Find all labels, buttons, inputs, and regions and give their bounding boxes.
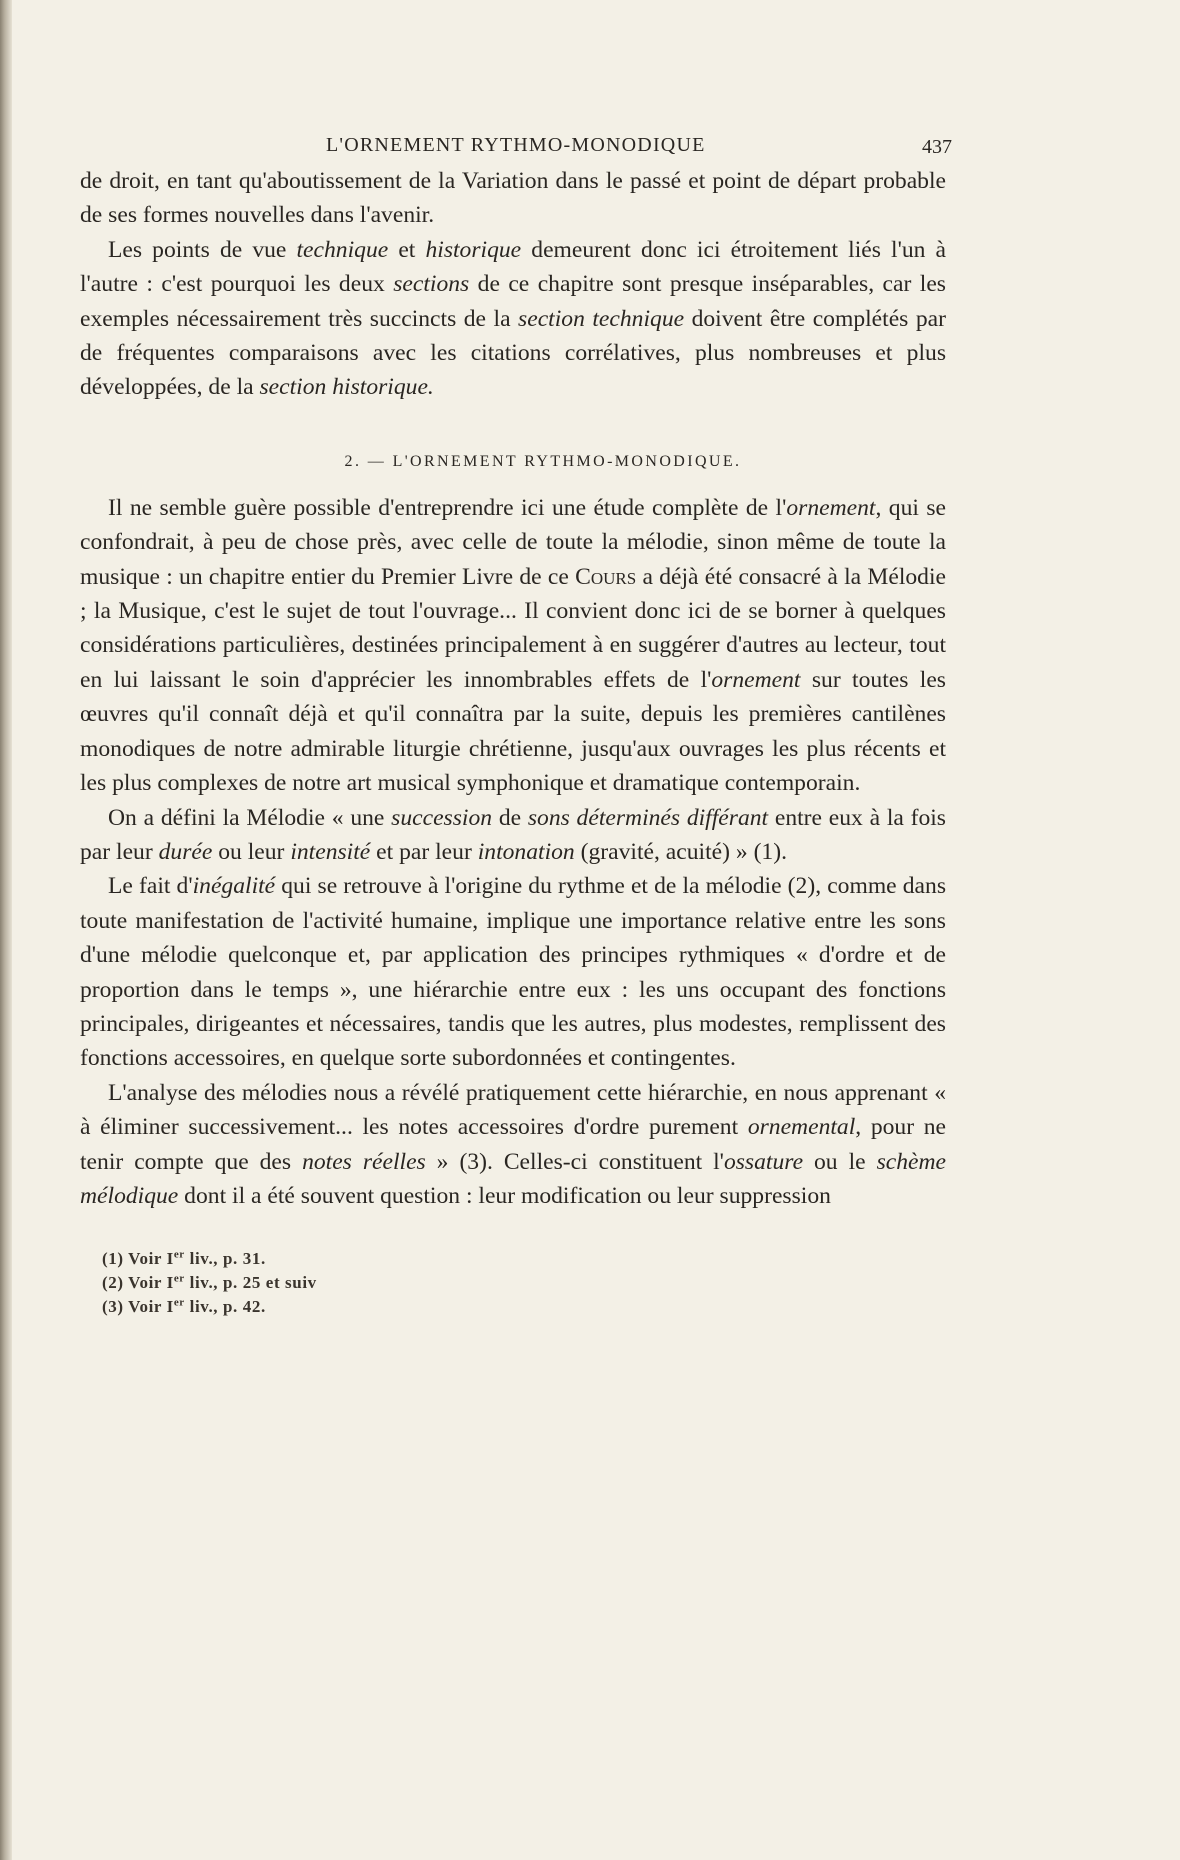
smallcaps-term: Cours <box>575 563 637 590</box>
italic-term: ornemental <box>747 1114 856 1141</box>
book-spine-shadow <box>0 0 12 1860</box>
paragraph-points-de-vue: Les points de vue technique et historique demeurent donc ici étroitement liés l'un à l'autre : c'est pourquoi les deux sections de ce chapitre sont presque inséparables, car les exemples nécessairement très succincts de la section technique doivent être complétés par de fréquentes comparaisons avec les citations corrélatives, plus nombreuses et plus développées, de la section historique. <box>80 236 946 401</box>
paragraph-ornement: Il ne semble guère possible d'entreprendre ici une étude complète de l'ornement, qui se confondrait, à peu de chose près, avec celle de toute la mélodie, sinon même de toute la musique : un chapitre entier du Premier Livre de ce Cours a déjà été consacré à la Mélodie ; la Musique, c'est le sujet de tout l'ouvrage... Il convient donc ici de se borner à quelques considérations particulières, destinées principalement à en suggérer d'autres au lecteur, tout en lui laissant le soin d'apprécier les innombrables effets de l'ornement sur toutes les œuvres qu'il connaît déjà et qu'il connaîtra par la suite, depuis les premières cantilènes monodiques de notre admirable liturgie chrétienne, jusqu'aux ouvrages les plus récents et les plus complexes de notre art musical symphonique et dramatique contemporain. <box>80 494 947 797</box>
italic-term: section historique. <box>259 374 434 401</box>
italic-term: durée <box>158 838 213 865</box>
book-page <box>80 134 952 1319</box>
footnote-1: (1) Voir Ier liv., p. 31. <box>102 1248 266 1269</box>
footnote-2: (2) Voir Ier liv., p. 25 et suiv <box>102 1272 317 1293</box>
paragraph-inegalite: Le fait d'inégalité qui se retrouve à l'origine du rythme et de la mélodie (2), comme dans toute manifestation de l'activité humaine, implique une importance relative entre les sons d'une mélodie quelconque et, par application des principes rythmiques « d'ordre et de proportion dans le temps », une hiérarchie entre eux : les uns occupant des fonctions principales, dirigeantes et nécessaires, tandis que les autres, plus modestes, remplissent des fonctions accessoires, en quelque sorte subordonnées et contingentes. <box>80 873 946 1072</box>
page-number: 437 <box>922 136 952 158</box>
paragraph-definition: On a défini la Mélodie « une succession de sons déterminés différant entre eux à la fois par leur durée ou leur intensité et par leur intonation (gravité, acuité) » (1). <box>80 804 946 865</box>
italic-term: intensité <box>290 838 371 865</box>
italic-term: sons déterminés différant <box>527 804 769 831</box>
section-title: L'ORNEMENT RYTHMO-MONODIQUE. <box>392 452 742 470</box>
paragraph-continuation: de droit, en tant qu'aboutissement de la Variation dans le passé et point de départ probable de ses formes nouvelles dans l'avenir. <box>80 168 946 229</box>
italic-term: section technique <box>518 305 685 332</box>
italic-term: schème mélodique <box>80 1148 946 1209</box>
italic-term: technique <box>296 236 389 263</box>
italic-term: ornement <box>786 494 876 521</box>
paragraph-analyse: L'analyse des mélodies nous a révélé pratiquement cette hiérarchie, en nous apprenant « à éliminer successivement... les notes accessoires d'ordre purement ornemental, pour ne tenir compte que des notes réelles » (3). Celles-ci constituent l'ossature ou le schème mélodique dont il a été souvent question : leur modification ou leur suppression <box>80 1079 946 1209</box>
italic-term: ossature <box>723 1148 804 1175</box>
italic-term: notes réelles <box>302 1148 426 1175</box>
italic-term: intonation <box>477 838 575 865</box>
italic-term: ornement <box>711 666 801 693</box>
section-heading <box>80 453 946 471</box>
italic-term: sections <box>393 271 470 298</box>
footnote-3: (3) Voir Ier liv., p. 42. <box>102 1296 266 1317</box>
italic-term: succession <box>391 804 493 831</box>
running-head <box>80 134 952 164</box>
italic-term: inégalité <box>192 873 276 900</box>
running-title: L'ORNEMENT RYTHMO-MONODIQUE <box>326 134 706 156</box>
section-number: 2. — <box>344 452 387 470</box>
footnotes <box>102 1247 946 1319</box>
italic-term: historique <box>425 236 522 263</box>
